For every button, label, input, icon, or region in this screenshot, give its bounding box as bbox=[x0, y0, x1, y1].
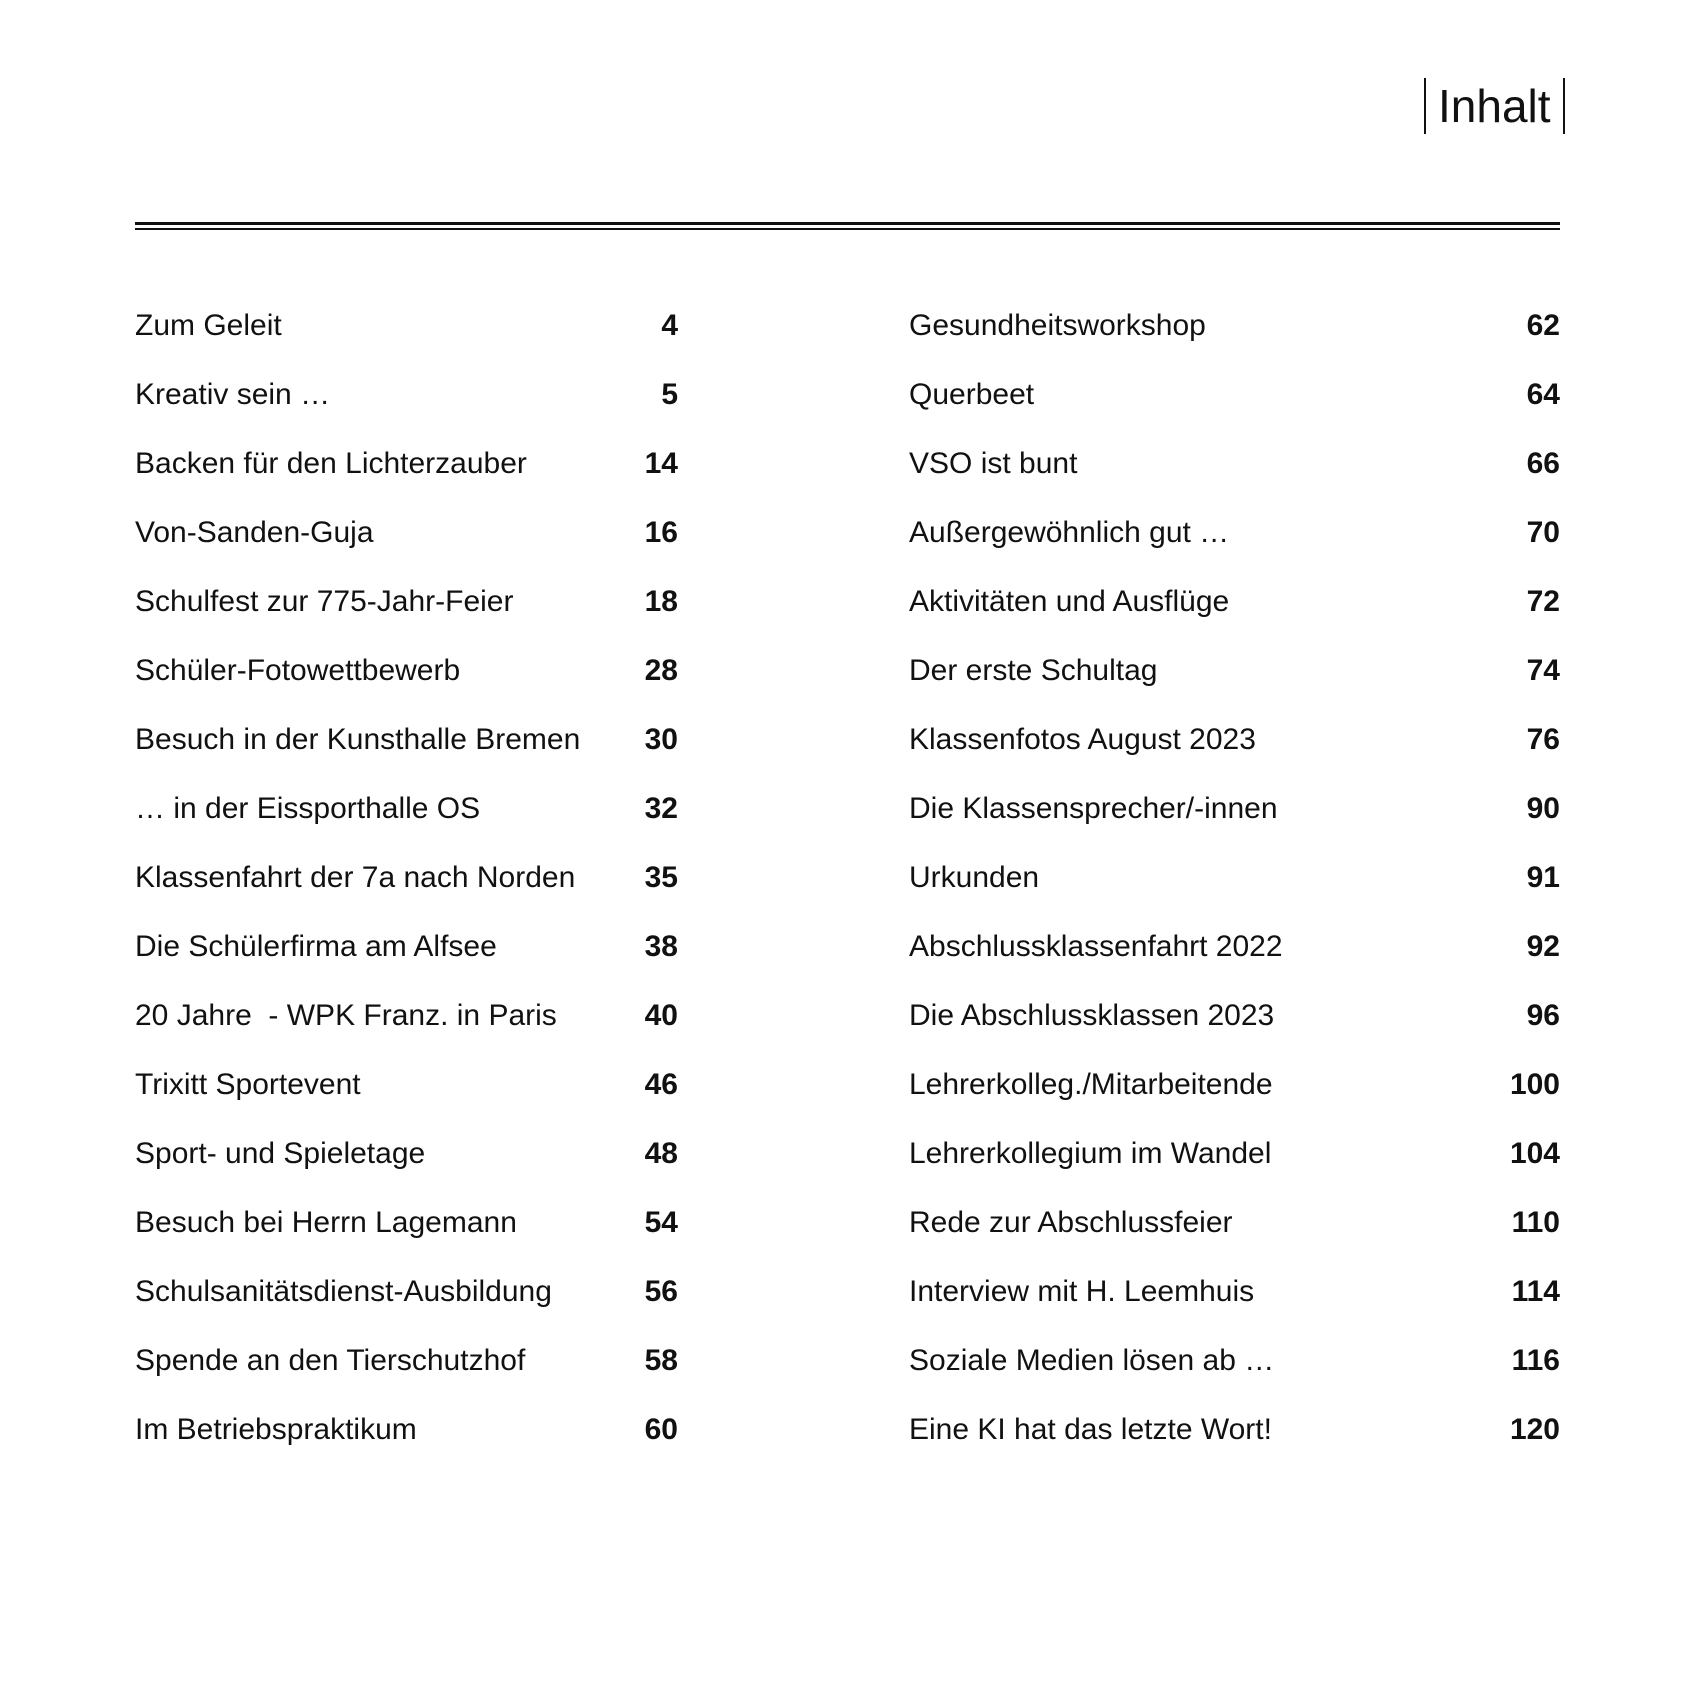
toc-entry[interactable] bbox=[909, 717, 1560, 786]
toc-entry[interactable] bbox=[135, 1407, 678, 1476]
toc-entry[interactable] bbox=[135, 372, 678, 441]
toc-entry[interactable] bbox=[909, 648, 1560, 717]
toc-entry-page: 114 bbox=[1511, 1275, 1560, 1308]
toc-entry-page: 4 bbox=[661, 309, 678, 342]
toc-entry[interactable] bbox=[135, 648, 678, 717]
toc-entry-title: Abschlussklassenfahrt 2022 bbox=[909, 930, 1283, 963]
toc-entry-title: VSO ist bunt bbox=[909, 447, 1078, 480]
toc-entry[interactable] bbox=[909, 1407, 1560, 1476]
toc-entry[interactable] bbox=[909, 1200, 1560, 1269]
toc-entry-page: 76 bbox=[1526, 723, 1560, 756]
toc-entry[interactable] bbox=[135, 786, 678, 855]
toc-entry-title: … in der Eissporthalle OS bbox=[135, 792, 481, 825]
toc-entry[interactable] bbox=[909, 372, 1560, 441]
toc-entry-page: 90 bbox=[1526, 792, 1560, 825]
toc-entry[interactable] bbox=[909, 924, 1560, 993]
toc-entry[interactable] bbox=[909, 510, 1560, 579]
toc-entry[interactable] bbox=[135, 855, 678, 924]
toc-entry[interactable] bbox=[135, 717, 678, 786]
toc-entry-title: Soziale Medien lösen ab … bbox=[909, 1344, 1275, 1377]
toc-entry-title: Kreativ sein … bbox=[135, 378, 331, 411]
toc-entry-title: Querbeet bbox=[909, 378, 1035, 411]
toc-entry-page: 35 bbox=[644, 861, 678, 894]
toc-entry-title: Die Abschlussklassen 2023 bbox=[909, 999, 1275, 1032]
toc-entry-page: 32 bbox=[644, 792, 678, 825]
toc-entry-title: Trixitt Sportevent bbox=[135, 1068, 361, 1101]
toc-entry-title: Schulfest zur 775-Jahr-Feier bbox=[135, 585, 514, 618]
toc-entry[interactable] bbox=[909, 786, 1560, 855]
toc-entry-title: Klassenfotos August 2023 bbox=[909, 723, 1256, 756]
toc-entry[interactable] bbox=[909, 1062, 1560, 1131]
toc-right-column bbox=[909, 303, 1560, 1476]
toc-entry-page: 91 bbox=[1526, 861, 1560, 894]
toc-entry-page: 74 bbox=[1526, 654, 1560, 687]
toc-entry-page: 120 bbox=[1509, 1413, 1560, 1446]
toc-entry[interactable] bbox=[909, 441, 1560, 510]
toc-entry-page: 16 bbox=[644, 516, 678, 549]
toc-entry-page: 48 bbox=[644, 1137, 678, 1170]
toc-entry-title: Schüler-Fotowettbewerb bbox=[135, 654, 461, 687]
toc-entry-page: 54 bbox=[644, 1206, 678, 1239]
toc-entry-title: Im Betriebspraktikum bbox=[135, 1413, 417, 1446]
toc-entry-page: 40 bbox=[644, 999, 678, 1032]
toc-entry-page: 96 bbox=[1526, 999, 1560, 1032]
toc-entry-page: 110 bbox=[1511, 1206, 1560, 1239]
toc-entry-page: 66 bbox=[1526, 447, 1560, 480]
toc-entry[interactable] bbox=[909, 1338, 1560, 1407]
toc-entry[interactable] bbox=[135, 1269, 678, 1338]
toc-entry-page: 70 bbox=[1526, 516, 1560, 549]
toc-entry-page: 56 bbox=[644, 1275, 678, 1308]
toc-entry-title: Lehrerkolleg./Mitarbeitende bbox=[909, 1068, 1273, 1101]
toc-entry-page: 64 bbox=[1526, 378, 1560, 411]
toc-entry-title: Spende an den Tierschutzhof bbox=[135, 1344, 526, 1377]
toc-entry-title: Die Schülerfirma am Alfsee bbox=[135, 930, 497, 963]
toc-left-column bbox=[135, 303, 678, 1476]
toc-entry[interactable] bbox=[135, 1062, 678, 1131]
toc-entry[interactable] bbox=[135, 993, 678, 1062]
toc-entry[interactable] bbox=[135, 1131, 678, 1200]
toc-entry-title: Von-Sanden-Guja bbox=[135, 516, 374, 549]
toc-entry-page: 18 bbox=[644, 585, 678, 618]
toc-entry-title: Die Klassensprecher/-innen bbox=[909, 792, 1278, 825]
toc-entry[interactable] bbox=[135, 510, 678, 579]
toc-entry-page: 72 bbox=[1526, 585, 1560, 618]
toc-entry-page: 28 bbox=[644, 654, 678, 687]
toc-entry-page: 30 bbox=[644, 723, 678, 756]
toc-entry[interactable] bbox=[135, 579, 678, 648]
toc-entry-title: Der erste Schultag bbox=[909, 654, 1158, 687]
toc-entry-page: 104 bbox=[1509, 1137, 1560, 1170]
toc-entry-title: Schulsanitätsdienst-Ausbildung bbox=[135, 1275, 552, 1308]
toc-entry[interactable] bbox=[909, 993, 1560, 1062]
toc-entry[interactable] bbox=[909, 579, 1560, 648]
toc-entry[interactable] bbox=[135, 924, 678, 993]
header-divider bbox=[135, 222, 1560, 230]
toc-entry[interactable] bbox=[909, 1131, 1560, 1200]
toc-entry-page: 14 bbox=[644, 447, 678, 480]
toc-entry-page: 46 bbox=[644, 1068, 678, 1101]
toc-entry-title: Gesundheitsworkshop bbox=[909, 309, 1206, 342]
toc-entry[interactable] bbox=[909, 855, 1560, 924]
toc-entry[interactable] bbox=[909, 303, 1560, 372]
toc-entry-title: Besuch in der Kunsthalle Bremen bbox=[135, 723, 581, 756]
toc-entry-title: 20 Jahre - WPK Franz. in Paris bbox=[135, 999, 557, 1032]
toc-entry[interactable] bbox=[135, 303, 678, 372]
toc-entry-page: 60 bbox=[644, 1413, 678, 1446]
toc-entry-title: Urkunden bbox=[909, 861, 1040, 894]
toc-entry-title: Interview mit H. Leemhuis bbox=[909, 1275, 1255, 1308]
toc-entry-page: 38 bbox=[644, 930, 678, 963]
toc-entry[interactable] bbox=[135, 1338, 678, 1407]
toc-entry-title: Außergewöhnlich gut … bbox=[909, 516, 1230, 549]
toc-entry-title: Aktivitäten und Ausflüge bbox=[909, 585, 1230, 618]
toc-entry-title: Backen für den Lichterzauber bbox=[135, 447, 527, 480]
toc-entry[interactable] bbox=[135, 441, 678, 510]
toc-entry-title: Eine KI hat das letzte Wort! bbox=[909, 1413, 1272, 1446]
page-title: Inhalt bbox=[1424, 78, 1565, 134]
toc-entry-title: Besuch bei Herrn Lagemann bbox=[135, 1206, 517, 1239]
toc-entry-title: Lehrerkollegium im Wandel bbox=[909, 1137, 1272, 1170]
toc-entry-page: 62 bbox=[1526, 309, 1560, 342]
toc-entry-page: 5 bbox=[661, 378, 678, 411]
toc-entry-title: Rede zur Abschlussfeier bbox=[909, 1206, 1233, 1239]
toc-entry[interactable] bbox=[135, 1200, 678, 1269]
toc-entry-title: Sport- und Spieletage bbox=[135, 1137, 426, 1170]
toc-entry[interactable] bbox=[909, 1269, 1560, 1338]
toc-entry-page: 116 bbox=[1511, 1344, 1560, 1377]
toc-entry-title: Klassenfahrt der 7a nach Norden bbox=[135, 861, 576, 894]
toc-entry-page: 92 bbox=[1526, 930, 1560, 963]
toc-entry-page: 100 bbox=[1509, 1068, 1560, 1101]
toc-entry-title: Zum Geleit bbox=[135, 309, 282, 342]
toc-entry-page: 58 bbox=[644, 1344, 678, 1377]
